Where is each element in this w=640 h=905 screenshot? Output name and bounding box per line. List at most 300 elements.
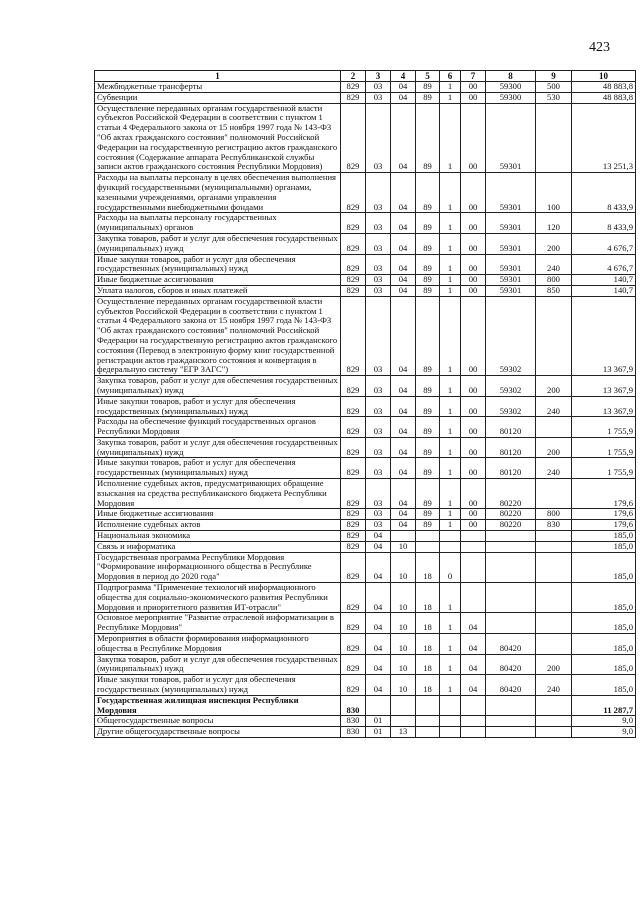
cell-col-7: 00 [461,103,486,173]
cell-amount: 13 367,9 [572,376,636,397]
cell-amount: 179,6 [572,479,636,509]
cell-col-8: 59301 [486,275,536,286]
cell-col-2: 829 [341,479,366,509]
cell-col-3: 03 [366,254,391,275]
cell-col-6: 1 [440,213,461,234]
cell-amount: 9,0 [572,727,636,738]
cell-col-2: 829 [341,654,366,675]
cell-col-5: 89 [416,458,440,479]
cell-col-6: 1 [440,254,461,275]
cell-col-9: 850 [536,285,572,296]
cell-col-6 [440,695,461,716]
cell-col-7: 04 [461,654,486,675]
cell-col-2: 829 [341,82,366,93]
cell-col-6: 1 [440,675,461,696]
cell-col-2: 829 [341,275,366,286]
cell-col-9: 200 [536,376,572,397]
cell-col-9 [536,417,572,438]
cell-col-8 [486,613,536,634]
cell-col-2: 829 [341,285,366,296]
cell-col-3: 03 [366,275,391,286]
table-row [95,275,636,286]
cell-col-4: 04 [391,376,416,397]
row-name: Иные закупки товаров, работ и услуг для обеспечения государственных (муниципальных) нужд [95,254,341,275]
cell-col-6: 1 [440,233,461,254]
cell-col-2: 829 [341,458,366,479]
cell-col-4 [391,695,416,716]
cell-col-7: 00 [461,417,486,438]
row-name: Закупка товаров, работ и услуг для обеспечения государственных (муниципальных) нужд [95,376,341,397]
cell-col-3: 04 [366,613,391,634]
cell-col-4: 04 [391,82,416,93]
cell-col-4: 04 [391,254,416,275]
header-row [95,71,636,82]
cell-col-9: 530 [536,92,572,103]
cell-col-3: 03 [366,103,391,173]
cell-col-6: 1 [440,654,461,675]
row-name: Общегосударственные вопросы [95,716,341,727]
cell-amount: 140,7 [572,285,636,296]
row-name: Другие общегосударственные вопросы [95,727,341,738]
cell-col-9: 200 [536,437,572,458]
cell-col-8 [486,695,536,716]
cell-col-7: 00 [461,296,486,375]
cell-col-5: 89 [416,92,440,103]
cell-col-2: 829 [341,296,366,375]
column-header: 9 [536,71,572,82]
table-row [95,583,636,613]
row-name: Иные бюджетные ассигнования [95,509,341,520]
cell-col-7: 04 [461,613,486,634]
cell-col-2: 829 [341,396,366,417]
cell-amount: 179,6 [572,509,636,520]
cell-amount: 8 433,9 [572,213,636,234]
cell-col-5: 18 [416,552,440,582]
cell-col-9: 200 [536,233,572,254]
cell-col-8: 80120 [486,417,536,438]
cell-col-8: 80120 [486,437,536,458]
cell-col-5: 89 [416,254,440,275]
cell-col-7: 00 [461,285,486,296]
row-name: Государственная жилищная инспекция Республики Мордовия [95,695,341,716]
cell-col-5: 89 [416,173,440,213]
table-row [95,417,636,438]
cell-col-6: 1 [440,376,461,397]
cell-col-2: 829 [341,417,366,438]
table-row [95,531,636,542]
cell-col-7: 00 [461,458,486,479]
cell-col-6: 1 [440,396,461,417]
cell-col-3: 04 [366,552,391,582]
cell-amount: 185,0 [572,531,636,542]
cell-col-4 [391,531,416,542]
column-header: 10 [572,71,636,82]
cell-col-9 [536,583,572,613]
cell-col-6: 1 [440,520,461,531]
cell-col-5: 89 [416,479,440,509]
cell-col-9 [536,541,572,552]
table-row [95,716,636,727]
cell-col-5: 89 [416,213,440,234]
cell-col-7 [461,695,486,716]
row-name: Закупка товаров, работ и услуг для обеспечения государственных (муниципальных) нужд [95,654,341,675]
row-name: Государственная программа Республики Мордовия "Формирование информационного общества в Республике Мордовия в период до 2020 года" [95,552,341,582]
cell-col-7: 00 [461,213,486,234]
cell-col-4: 04 [391,437,416,458]
table-row [95,520,636,531]
cell-col-9: 830 [536,520,572,531]
cell-col-6: 1 [440,583,461,613]
cell-col-8: 80220 [486,520,536,531]
cell-amount: 185,0 [572,583,636,613]
cell-col-7 [461,541,486,552]
cell-col-2: 829 [341,613,366,634]
cell-col-6: 1 [440,437,461,458]
cell-col-4: 04 [391,173,416,213]
cell-col-9: 200 [536,654,572,675]
cell-col-8 [486,727,536,738]
cell-col-9 [536,103,572,173]
cell-col-8 [486,583,536,613]
cell-col-9: 120 [536,213,572,234]
row-name: Подпрограмма "Применение технологий информационного общества для социально-экономического развития Республики Мордовия и приоритетного развития ИТ-отрасли" [95,583,341,613]
cell-col-5 [416,695,440,716]
column-header: 1 [95,71,341,82]
cell-col-3 [366,695,391,716]
cell-col-4: 04 [391,213,416,234]
row-name: Связь и информатика [95,541,341,552]
table-row [95,675,636,696]
cell-col-7: 00 [461,254,486,275]
cell-col-4: 04 [391,233,416,254]
cell-col-2: 829 [341,437,366,458]
cell-col-4: 04 [391,458,416,479]
cell-col-9 [536,727,572,738]
cell-col-4: 04 [391,275,416,286]
cell-col-3: 03 [366,520,391,531]
page-number: 423 [589,40,610,55]
cell-col-4: 10 [391,541,416,552]
cell-amount: 4 676,7 [572,233,636,254]
cell-col-3: 03 [366,396,391,417]
cell-amount: 48 883,8 [572,82,636,93]
budget-table-body [95,82,636,738]
row-name: Исполнение судебных актов [95,520,341,531]
cell-col-4: 04 [391,479,416,509]
cell-col-6 [440,531,461,542]
cell-col-3: 03 [366,213,391,234]
cell-col-6 [440,727,461,738]
cell-col-6: 1 [440,103,461,173]
cell-col-7: 00 [461,82,486,93]
cell-col-4: 10 [391,654,416,675]
column-header: 6 [440,71,461,82]
row-name: Осуществление переданных органам государственной власти субъектов Российской Федерации в соответствии с пунктом 1 статьи 4 Федерального закона от 15 ноября 1997 года № 143-ФЗ "Об актах гражданского состояния" полномочий Российской Федерации на государственную регистрацию актов гражданского состояния (Содержание аппарата Республиканской службы записи актов гражданского состояния Республики Мордовия) [95,103,341,173]
cell-col-8: 80420 [486,634,536,655]
cell-col-6 [440,716,461,727]
cell-col-7 [461,583,486,613]
cell-col-2: 829 [341,634,366,655]
cell-col-8: 59300 [486,92,536,103]
cell-col-8: 59302 [486,296,536,375]
cell-col-3: 03 [366,173,391,213]
cell-col-7 [461,716,486,727]
column-header: 2 [341,71,366,82]
column-header: 7 [461,71,486,82]
cell-col-3: 03 [366,376,391,397]
cell-col-2: 829 [341,675,366,696]
cell-col-2: 829 [341,541,366,552]
cell-amount: 185,0 [572,675,636,696]
cell-col-4: 10 [391,675,416,696]
cell-col-5: 89 [416,520,440,531]
cell-col-7: 00 [461,233,486,254]
cell-col-4: 04 [391,509,416,520]
row-name: Мероприятия в области формирования информационного общества в Республике Мордовия [95,634,341,655]
row-name: Закупка товаров, работ и услуг для обеспечения государственных (муниципальных) нужд [95,437,341,458]
cell-col-6: 1 [440,417,461,438]
cell-col-8: 59302 [486,396,536,417]
row-name: Иные закупки товаров, работ и услуг для обеспечения государственных (муниципальных) нужд [95,458,341,479]
cell-col-8: 59301 [486,285,536,296]
cell-col-8: 80220 [486,509,536,520]
table-row [95,92,636,103]
cell-col-6: 0 [440,552,461,582]
budget-table [94,70,636,738]
cell-amount: 140,7 [572,275,636,286]
cell-col-9 [536,613,572,634]
cell-col-9: 800 [536,275,572,286]
cell-col-3: 03 [366,479,391,509]
cell-col-6: 1 [440,634,461,655]
cell-col-5: 89 [416,437,440,458]
table-row [95,695,636,716]
row-name: Иные закупки товаров, работ и услуг для обеспечения государственных (муниципальных) нужд [95,675,341,696]
cell-col-2: 829 [341,509,366,520]
cell-col-5: 89 [416,396,440,417]
cell-amount: 185,0 [572,613,636,634]
cell-col-7: 00 [461,520,486,531]
cell-col-6: 1 [440,613,461,634]
table-row [95,552,636,582]
cell-col-5 [416,541,440,552]
cell-amount: 11 287,7 [572,695,636,716]
cell-col-9: 240 [536,458,572,479]
column-header: 3 [366,71,391,82]
cell-col-6: 1 [440,509,461,520]
table-row [95,654,636,675]
cell-col-2: 829 [341,213,366,234]
cell-col-6: 1 [440,479,461,509]
cell-col-4: 04 [391,285,416,296]
cell-col-4: 04 [391,520,416,531]
cell-col-7: 00 [461,376,486,397]
cell-col-2: 830 [341,695,366,716]
table-row [95,509,636,520]
cell-amount: 13 251,3 [572,103,636,173]
cell-col-4: 10 [391,613,416,634]
cell-amount: 185,0 [572,634,636,655]
row-name: Осуществление переданных органам государственной власти субъектов Российской Федерации в соответствии с пунктом 1 статьи 4 Федерального закона от 15 ноября 1997 года № 143-ФЗ "Об актах гражданского состояния" полномочий Российской Федерации на государственную регистрацию актов гражданского состояния (Перевод в электронную форму книг государственной регистрации актов гражданского состояния и конвертация в федеральную систему "ЕГР ЗАГС") [95,296,341,375]
cell-col-2: 829 [341,92,366,103]
cell-col-8: 80420 [486,675,536,696]
cell-col-5 [416,727,440,738]
row-name: Субвенции [95,92,341,103]
cell-col-3: 04 [366,654,391,675]
cell-col-2: 829 [341,531,366,542]
cell-col-9 [536,531,572,542]
cell-col-8: 59301 [486,213,536,234]
row-name: Расходы на выплаты персоналу в целях обеспечения выполнения функций государственными (муниципальными) органами, казенными учреждениями, органами управления государственными внебюджетными фондами [95,173,341,213]
cell-col-4: 04 [391,92,416,103]
cell-col-8 [486,716,536,727]
cell-col-5: 18 [416,583,440,613]
cell-col-9 [536,634,572,655]
cell-col-5 [416,531,440,542]
cell-col-9 [536,296,572,375]
cell-amount: 48 883,8 [572,92,636,103]
row-name: Иные закупки товаров, работ и услуг для обеспечения государственных (муниципальных) нужд [95,396,341,417]
cell-col-2: 829 [341,552,366,582]
cell-col-7: 00 [461,275,486,286]
cell-col-3: 04 [366,675,391,696]
cell-col-9: 500 [536,82,572,93]
row-name: Национальная экономика [95,531,341,542]
cell-col-7 [461,552,486,582]
table-row [95,634,636,655]
cell-col-8: 80220 [486,479,536,509]
cell-col-3: 04 [366,634,391,655]
cell-col-2: 830 [341,727,366,738]
cell-amount: 179,6 [572,520,636,531]
cell-col-6: 1 [440,173,461,213]
cell-amount: 1 755,9 [572,437,636,458]
table-row [95,103,636,173]
cell-col-5: 18 [416,675,440,696]
cell-col-5 [416,716,440,727]
table-row [95,285,636,296]
cell-col-8 [486,541,536,552]
cell-col-7 [461,531,486,542]
table-row [95,82,636,93]
cell-col-8: 59301 [486,103,536,173]
cell-col-4: 04 [391,396,416,417]
cell-col-2: 829 [341,376,366,397]
cell-col-8: 59301 [486,173,536,213]
cell-col-3: 03 [366,296,391,375]
row-name: Расходы на обеспечение функций государственных органов Республики Мордовия [95,417,341,438]
cell-amount: 13 367,9 [572,296,636,375]
cell-col-2: 829 [341,103,366,173]
cell-col-5: 89 [416,296,440,375]
cell-col-3: 04 [366,541,391,552]
row-name: Закупка товаров, работ и услуг для обеспечения государственных (муниципальных) нужд [95,233,341,254]
row-name: Уплата налогов, сборов и иных платежей [95,285,341,296]
cell-amount: 8 433,9 [572,173,636,213]
cell-amount: 185,0 [572,552,636,582]
cell-col-9: 240 [536,396,572,417]
cell-amount: 4 676,7 [572,254,636,275]
cell-col-7: 00 [461,479,486,509]
cell-col-3: 03 [366,285,391,296]
table-row [95,213,636,234]
row-name: Основное мероприятие "Развитие отраслевой информатизации в Республике Мордовия" [95,613,341,634]
cell-col-7: 00 [461,509,486,520]
cell-col-7: 00 [461,396,486,417]
cell-col-3: 01 [366,716,391,727]
cell-col-7: 04 [461,634,486,655]
cell-col-7 [461,727,486,738]
cell-col-6: 1 [440,275,461,286]
cell-col-4 [391,716,416,727]
cell-col-2: 830 [341,716,366,727]
cell-col-3: 03 [366,509,391,520]
cell-col-7: 04 [461,675,486,696]
cell-col-8: 59300 [486,82,536,93]
cell-col-8: 59302 [486,376,536,397]
cell-col-5: 18 [416,634,440,655]
cell-col-6: 1 [440,92,461,103]
table-row [95,613,636,634]
cell-col-2: 829 [341,520,366,531]
cell-col-6: 1 [440,296,461,375]
cell-col-4: 10 [391,583,416,613]
table-row [95,296,636,375]
cell-amount: 1 755,9 [572,417,636,438]
cell-col-6: 1 [440,82,461,93]
cell-col-9 [536,716,572,727]
cell-col-7: 00 [461,173,486,213]
table-row [95,458,636,479]
column-header: 8 [486,71,536,82]
cell-col-8: 80120 [486,458,536,479]
cell-col-9: 100 [536,173,572,213]
cell-amount: 13 367,9 [572,396,636,417]
cell-col-5: 89 [416,233,440,254]
cell-col-5: 89 [416,417,440,438]
cell-col-9: 800 [536,509,572,520]
cell-col-7: 00 [461,437,486,458]
table-row [95,396,636,417]
cell-col-3: 03 [366,458,391,479]
cell-col-5: 18 [416,654,440,675]
table-row [95,376,636,397]
cell-col-2: 829 [341,173,366,213]
cell-col-9: 240 [536,254,572,275]
cell-col-3: 03 [366,437,391,458]
cell-col-6: 1 [440,458,461,479]
cell-col-3: 04 [366,583,391,613]
cell-col-2: 829 [341,254,366,275]
cell-col-5: 89 [416,82,440,93]
cell-col-8 [486,531,536,542]
cell-amount: 185,0 [572,654,636,675]
cell-col-9: 240 [536,675,572,696]
cell-col-5: 89 [416,275,440,286]
cell-col-4: 04 [391,296,416,375]
column-header: 4 [391,71,416,82]
cell-col-4: 10 [391,552,416,582]
cell-col-5: 89 [416,376,440,397]
cell-col-9 [536,479,572,509]
column-header: 5 [416,71,440,82]
cell-amount: 9,0 [572,716,636,727]
table-row [95,173,636,213]
cell-col-5: 18 [416,613,440,634]
cell-col-6 [440,541,461,552]
cell-col-9 [536,695,572,716]
cell-col-3: 03 [366,417,391,438]
